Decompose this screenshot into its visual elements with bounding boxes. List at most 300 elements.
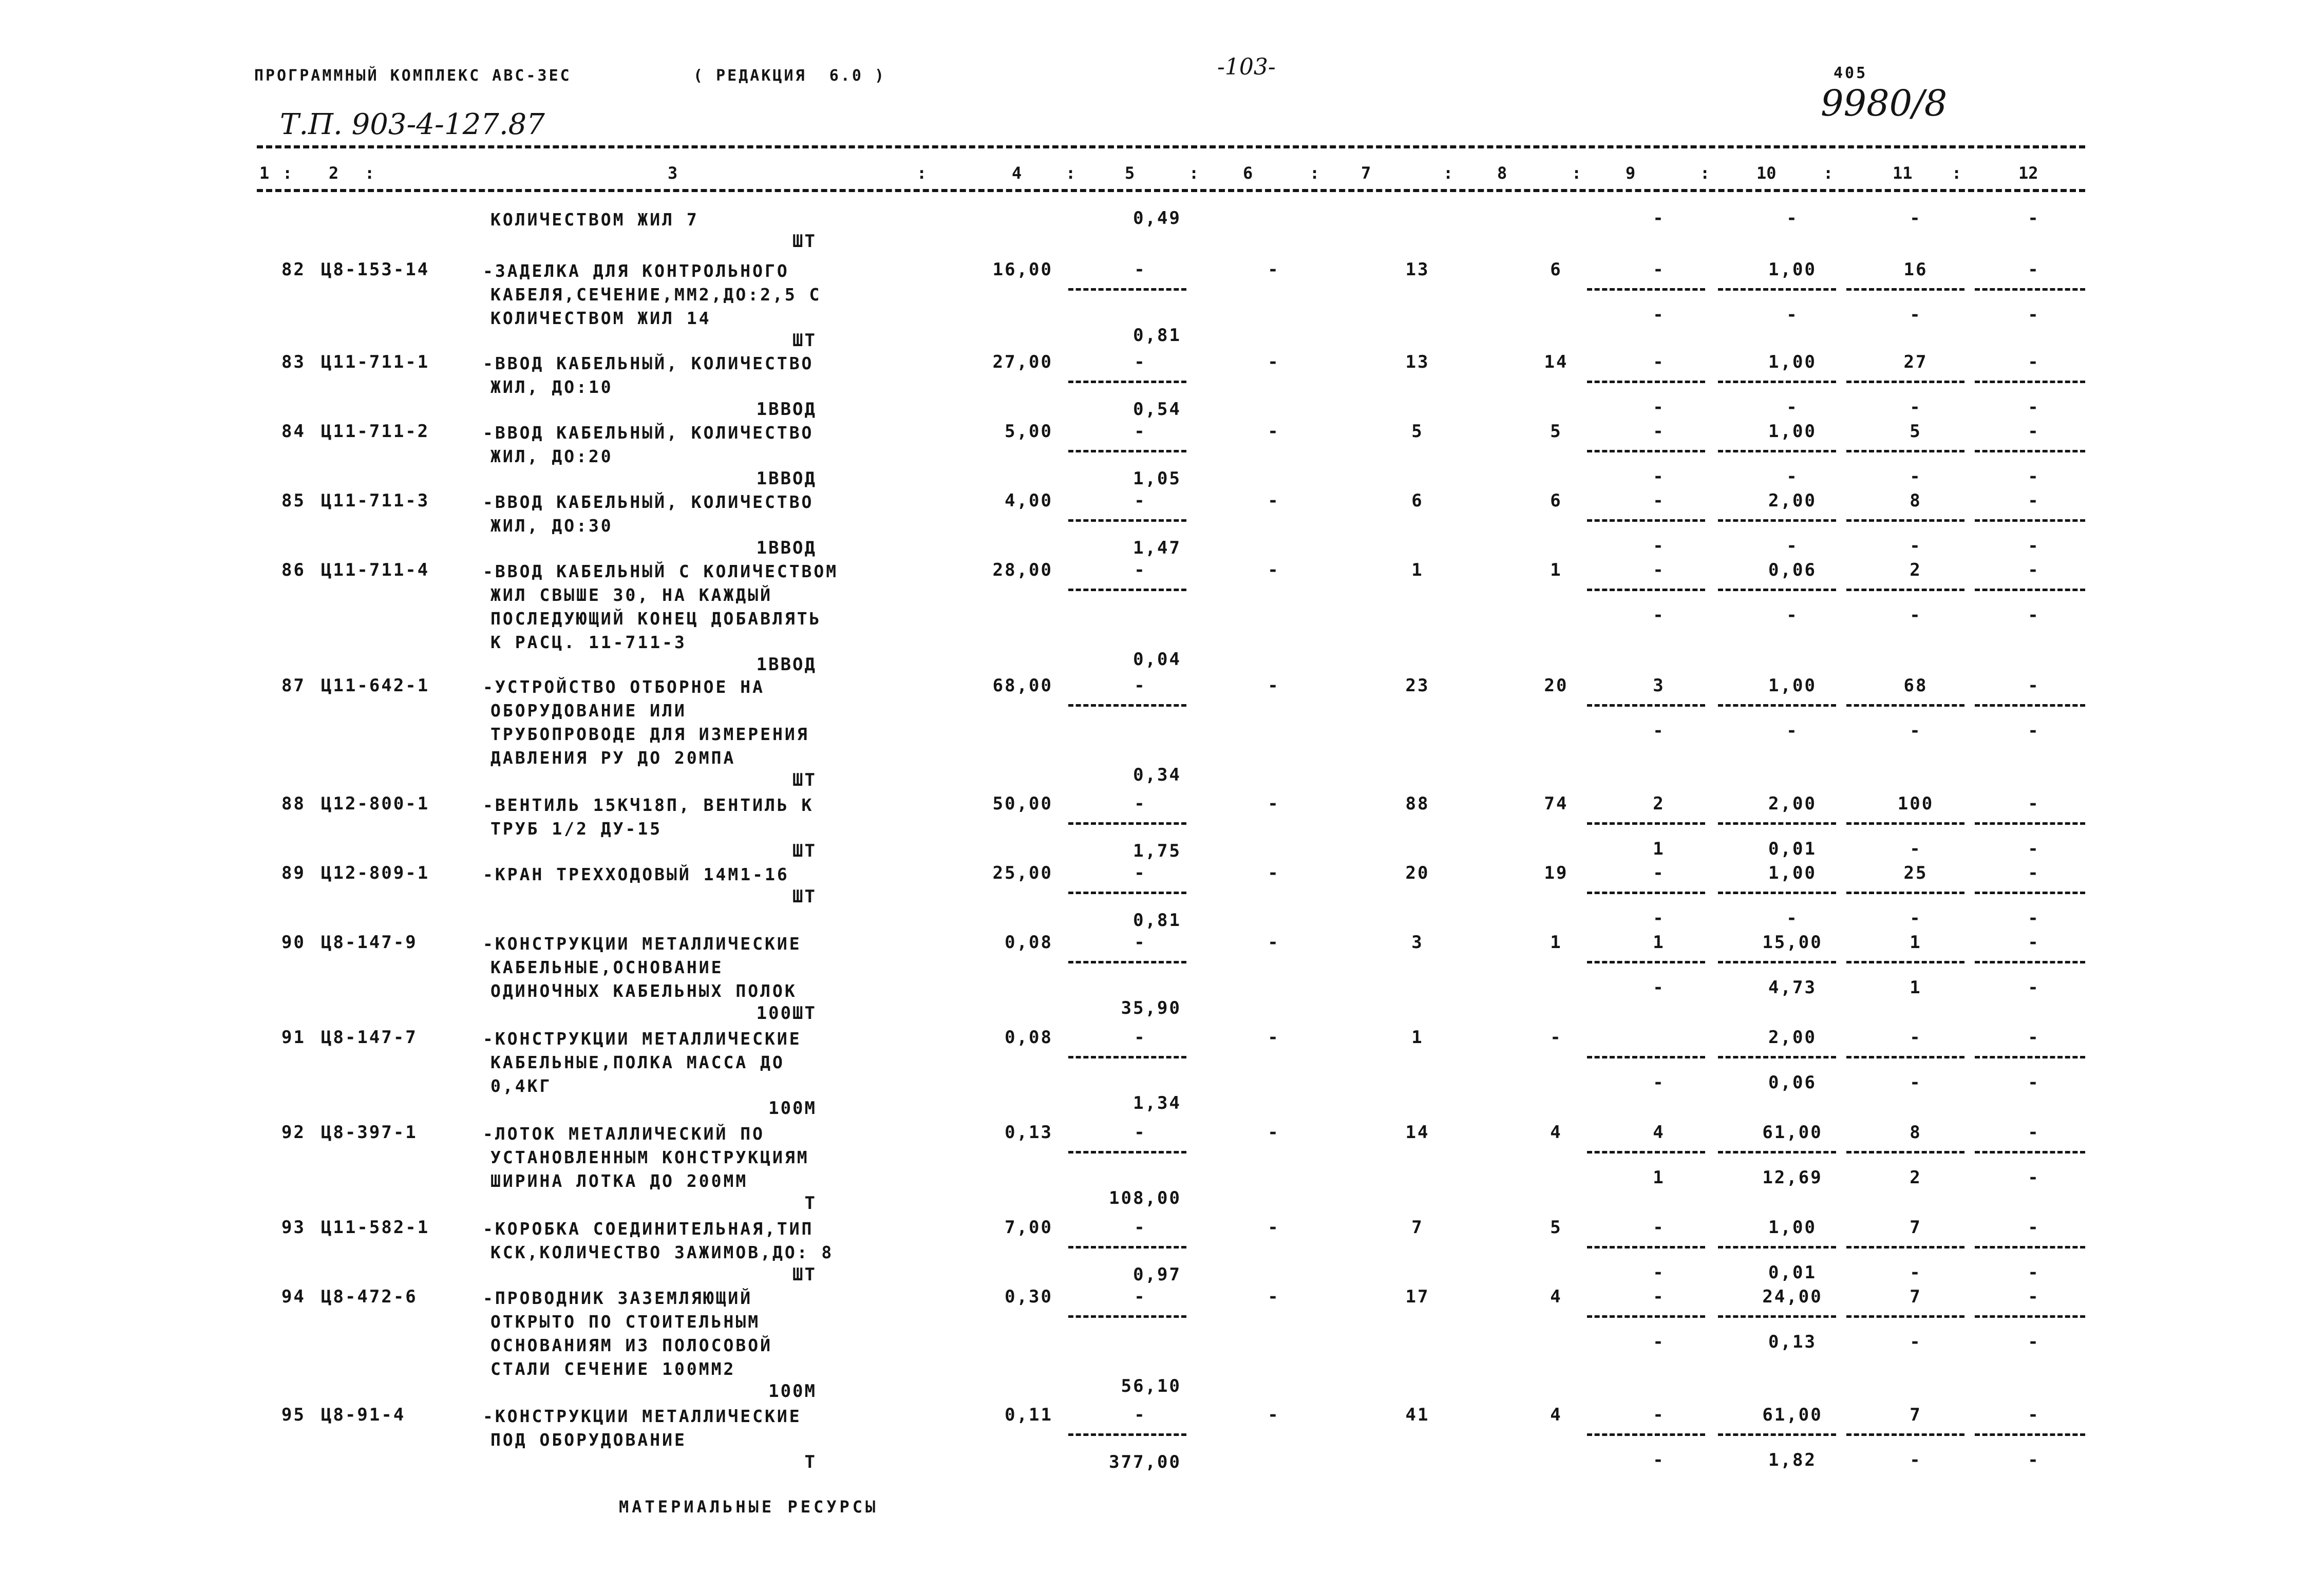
cell-c9-bottom: - — [1653, 1072, 1665, 1093]
cell-c12-divider — [1975, 381, 2085, 383]
row-unit: 1ВВОД — [756, 538, 817, 558]
cell-c5-bottom: 1,75 — [1133, 841, 1181, 861]
column-header-22: 12 — [2018, 163, 2038, 183]
cell-c10-bottom: - — [1786, 305, 1799, 325]
cell-c9-top: 3 — [1653, 675, 1665, 696]
row-number: 88 — [281, 793, 306, 814]
cell-c12-top: - — [2028, 675, 2040, 696]
cell-c10-bottom: - — [1786, 536, 1799, 556]
cell-c12-top: - — [2028, 1287, 2040, 1307]
cell-c10-bottom: - — [1786, 908, 1799, 929]
cell-c10-top: 15,00 — [1762, 932, 1823, 953]
section-footer: МАТЕРИАЛЬНЫЕ РЕСУРСЫ — [619, 1497, 879, 1517]
cell-c9-top: 2 — [1653, 793, 1665, 814]
column-header-6: 4 — [1012, 163, 1022, 183]
row-description-line: КСК,КОЛИЧЕСТВО ЗАЖИМОВ,ДО: 8 — [490, 1242, 834, 1262]
row-code: Ц8-147-9 — [321, 932, 418, 953]
cell-c11-bottom: - — [1910, 839, 1922, 859]
column-header-13: : — [1443, 163, 1453, 183]
cell-c8: 5 — [1550, 1217, 1562, 1238]
column-header-11: : — [1310, 163, 1320, 183]
row-code: Ц8-472-6 — [321, 1287, 418, 1307]
cell-c8: 1 — [1550, 932, 1562, 953]
cell-c9-divider — [1587, 961, 1705, 963]
continuation-c12: - — [2028, 208, 2040, 229]
cell-c11-top: 27 — [1903, 352, 1928, 372]
cell-c7: 41 — [1405, 1405, 1430, 1425]
column-header-18: 10 — [1756, 163, 1777, 183]
cell-c10-divider — [1718, 381, 1836, 383]
cell-c4: 7,00 — [1005, 1217, 1053, 1238]
cell-c8: 5 — [1550, 421, 1562, 442]
cell-c7: 6 — [1411, 490, 1424, 511]
cell-c12-bottom: - — [2028, 839, 2040, 859]
row-description-line: -КОНСТРУКЦИИ МЕТАЛЛИЧЕСКИЕ — [483, 1406, 802, 1426]
row-number: 95 — [281, 1405, 306, 1425]
cell-c10-bottom: 0,06 — [1768, 1072, 1817, 1093]
cell-c11-bottom: - — [1910, 466, 1922, 487]
cell-c10-top: 61,00 — [1762, 1405, 1823, 1425]
cell-c11-bottom: - — [1910, 605, 1922, 626]
cell-c12-divider — [1975, 1056, 2085, 1058]
cell-c12-top: - — [2028, 932, 2040, 953]
cell-c11-divider — [1846, 822, 1964, 825]
cell-c9-top: - — [1653, 1287, 1665, 1307]
row-unit: 100ШТ — [756, 1003, 817, 1024]
row-description-line: КОЛИЧЕСТВОМ ЖИЛ 14 — [490, 308, 711, 328]
cell-c9-bottom: - — [1653, 977, 1665, 998]
row-code: Ц11-711-4 — [321, 560, 430, 580]
cell-c11-top: 2 — [1910, 560, 1922, 580]
cell-c9-top: - — [1653, 259, 1665, 280]
cell-c11-divider — [1846, 1433, 1964, 1436]
cell-c9-bottom: - — [1653, 1450, 1665, 1470]
row-number: 83 — [281, 352, 306, 372]
cell-c12-bottom: - — [2028, 1332, 2040, 1352]
cell-c11-top: 7 — [1910, 1287, 1922, 1307]
cell-c6: - — [1268, 1217, 1280, 1238]
cell-c11-divider — [1846, 1151, 1964, 1153]
row-code: Ц8-147-7 — [321, 1027, 418, 1048]
row-description-line: -ЛОТОК МЕТАЛЛИЧЕСКИЙ ПО — [483, 1124, 765, 1144]
cell-c9-bottom: 1 — [1653, 1167, 1665, 1188]
program-title: ПРОГРАММНЫЙ КОМПЛЕКС АВС-3ЕС — [254, 67, 572, 85]
column-header-7: : — [1066, 163, 1076, 183]
cell-c12-bottom: - — [2028, 1167, 2040, 1188]
cell-c10-divider — [1718, 1246, 1836, 1248]
cell-c8: - — [1550, 1027, 1562, 1048]
row-number: 84 — [281, 421, 306, 442]
cell-c10-top: 0,06 — [1768, 560, 1817, 580]
row-number: 89 — [281, 863, 306, 883]
cell-c11-top: 1 — [1910, 932, 1922, 953]
cell-c5-top: - — [1134, 932, 1146, 953]
cell-c5-bottom: 1,34 — [1133, 1093, 1181, 1113]
cell-c8: 74 — [1544, 793, 1569, 814]
row-unit: 100М — [768, 1381, 817, 1402]
row-description-line: УСТАНОВЛЕННЫМ КОНСТРУКЦИЯМ — [490, 1147, 809, 1167]
cell-c9-top: - — [1653, 352, 1665, 372]
row-description-line: -ВВОД КАБЕЛЬНЫЙ, КОЛИЧЕСТВО — [483, 353, 814, 373]
cell-c6: - — [1268, 421, 1280, 442]
cell-c9-bottom: - — [1653, 1262, 1665, 1283]
row-description-line: ЖИЛ, ДО:20 — [490, 446, 613, 466]
cell-c12-divider — [1975, 704, 2085, 707]
row-unit: ШТ — [792, 1264, 817, 1285]
column-header-5: : — [917, 163, 927, 183]
cell-c12-bottom: - — [2028, 1262, 2040, 1283]
cell-c9-top: 1 — [1653, 932, 1665, 953]
row-code: Ц11-582-1 — [321, 1217, 430, 1238]
row-code: Ц8-91-4 — [321, 1405, 406, 1425]
cell-c10-divider — [1718, 450, 1836, 452]
row-code: Ц11-711-2 — [321, 421, 430, 442]
cell-c5-top: - — [1134, 259, 1146, 280]
row-unit: Т — [804, 1452, 817, 1472]
cell-c7: 20 — [1405, 863, 1430, 883]
cell-c4: 5,00 — [1005, 421, 1053, 442]
cell-c6: - — [1268, 352, 1280, 372]
cell-c9-divider — [1587, 1151, 1705, 1153]
cell-c9-bottom: - — [1653, 908, 1665, 929]
continuation-unit: ШТ — [792, 231, 817, 252]
cell-c10-bottom: - — [1786, 605, 1799, 626]
cell-c11-divider — [1846, 1246, 1964, 1248]
cell-c10-top: 1,00 — [1768, 1217, 1817, 1238]
row-description-line: ШИРИНА ЛОТКА ДО 200ММ — [490, 1171, 748, 1191]
cell-c11-divider — [1846, 1315, 1964, 1318]
cell-c6: - — [1268, 793, 1280, 814]
cell-c11-top: 25 — [1903, 863, 1928, 883]
cell-c11-bottom: - — [1910, 397, 1922, 418]
row-description-line: -ВВОД КАБЕЛЬНЫЙ, КОЛИЧЕСТВО — [483, 423, 814, 443]
cell-c5-top: - — [1134, 1405, 1146, 1425]
cell-c12-divider — [1975, 1433, 2085, 1436]
cell-c6: - — [1268, 932, 1280, 953]
row-description-line: ОСНОВАНИЯМ ИЗ ПОЛОСОВОЙ — [490, 1335, 772, 1355]
cell-c9-divider — [1587, 1315, 1705, 1318]
column-header-12: 7 — [1361, 163, 1371, 183]
row-unit: 1ВВОД — [756, 468, 817, 489]
cell-c6: - — [1268, 863, 1280, 883]
row-description-line: -ЗАДЕЛКА ДЛЯ КОНТРОЛЬНОГО — [483, 261, 789, 281]
cell-c9-top: - — [1653, 490, 1665, 511]
cell-c10-bottom: 0,13 — [1768, 1332, 1817, 1352]
cell-c11-bottom: - — [1910, 1262, 1922, 1283]
cell-c7: 3 — [1411, 932, 1424, 953]
cell-c12-top: - — [2028, 863, 2040, 883]
cell-c5-divider — [1068, 1246, 1186, 1248]
row-number: 93 — [281, 1217, 306, 1238]
cell-c6: - — [1268, 1405, 1280, 1425]
row-unit: ШТ — [792, 330, 817, 351]
cell-c11-divider — [1846, 381, 1964, 383]
cell-c11-top: 5 — [1910, 421, 1922, 442]
cell-c6: - — [1268, 1122, 1280, 1143]
row-description-line: -ВЕНТИЛЬ 15КЧ18П, ВЕНТИЛЬ К — [483, 795, 814, 815]
cell-c5-bottom: 0,97 — [1133, 1264, 1181, 1285]
cell-c10-top: 61,00 — [1762, 1122, 1823, 1143]
cell-c9-bottom: - — [1653, 305, 1665, 325]
cell-c7: 13 — [1405, 259, 1430, 280]
row-code: Ц11-642-1 — [321, 675, 430, 696]
row-description-line: КАБЕЛЬНЫЕ,ПОЛКА МАССА ДО — [490, 1052, 785, 1072]
cell-c12-bottom: - — [2028, 977, 2040, 998]
row-description-line: СТАЛИ СЕЧЕНИЕ 100ММ2 — [490, 1359, 736, 1379]
row-description-line: 0,4КГ — [490, 1076, 552, 1096]
cell-c9-divider — [1587, 1433, 1705, 1436]
row-number: 91 — [281, 1027, 306, 1048]
cell-c8: 6 — [1550, 490, 1562, 511]
cell-c5-top: - — [1134, 1217, 1146, 1238]
cell-c9-divider — [1587, 381, 1705, 383]
cell-c12-divider — [1975, 1151, 2085, 1153]
row-unit: Т — [804, 1193, 817, 1214]
row-description-line: ДАВЛЕНИЯ РУ ДО 20МПА — [490, 748, 736, 768]
row-description-line: -КОНСТРУКЦИИ МЕТАЛЛИЧЕСКИЕ — [483, 934, 802, 954]
cell-c10-divider — [1718, 704, 1836, 707]
edition-label: ( РЕДАКЦИЯ 6.0 ) — [693, 67, 886, 85]
row-code: Ц11-711-1 — [321, 352, 430, 372]
cell-c8: 4 — [1550, 1405, 1562, 1425]
cell-c10-divider — [1718, 1151, 1836, 1153]
row-code: Ц12-800-1 — [321, 793, 430, 814]
cell-c5-divider — [1068, 288, 1186, 291]
cell-c12-top: - — [2028, 1405, 2040, 1425]
cell-c9-divider — [1587, 519, 1705, 522]
cell-c12-bottom: - — [2028, 1072, 2040, 1093]
cell-c5-bottom: 377,00 — [1109, 1452, 1181, 1472]
row-description-line: КАБЕЛЬНЫЕ,ОСНОВАНИЕ — [490, 957, 724, 977]
cell-c10-bottom: 1,82 — [1768, 1450, 1817, 1470]
cell-c11-divider — [1846, 704, 1964, 707]
cell-c9-divider — [1587, 1056, 1705, 1058]
row-description-line: ПОСЛЕДУЮЩИЙ КОНЕЦ ДОБАВЛЯТЬ — [490, 609, 822, 629]
cell-c11-bottom: - — [1910, 1332, 1922, 1352]
cell-c5-divider — [1068, 1315, 1186, 1318]
cell-c10-bottom: - — [1786, 466, 1799, 487]
cell-c9-top: - — [1653, 560, 1665, 580]
cell-c10-bottom: 0,01 — [1768, 1262, 1817, 1283]
cell-c5-bottom: 35,90 — [1121, 998, 1181, 1018]
row-number: 82 — [281, 259, 306, 280]
cell-c11-bottom: - — [1910, 536, 1922, 556]
cell-c10-bottom: - — [1786, 397, 1799, 418]
cell-c5-bottom: 0,04 — [1133, 649, 1181, 670]
cell-c12-top: - — [2028, 1217, 2040, 1238]
cell-c12-bottom: - — [2028, 466, 2040, 487]
cell-c12-divider — [1975, 892, 2085, 894]
column-header-4: 3 — [668, 163, 678, 183]
cell-c4: 50,00 — [992, 793, 1053, 814]
cell-c4: 0,11 — [1005, 1405, 1053, 1425]
row-code: Ц11-711-3 — [321, 490, 430, 511]
cell-c12-top: - — [2028, 1027, 2040, 1048]
row-description-line: ЖИЛ СВЫШЕ 30, НА КАЖДЫЙ — [490, 585, 772, 605]
cell-c5-divider — [1068, 589, 1186, 591]
cell-c12-top: - — [2028, 352, 2040, 372]
column-header-2: 2 — [329, 163, 339, 183]
cell-c10-divider — [1718, 288, 1836, 291]
cell-c11-divider — [1846, 1056, 1964, 1058]
cell-c7: 5 — [1411, 421, 1424, 442]
cell-c9-bottom: 1 — [1653, 839, 1665, 859]
row-unit: ШТ — [792, 770, 817, 790]
cell-c11-bottom: - — [1910, 1072, 1922, 1093]
cell-c8: 4 — [1550, 1122, 1562, 1143]
cell-c11-divider — [1846, 450, 1964, 452]
cell-c6: - — [1268, 259, 1280, 280]
cell-c12-top: - — [2028, 793, 2040, 814]
column-header-15: : — [1572, 163, 1582, 183]
row-code: Ц8-153-14 — [321, 259, 430, 280]
row-number: 90 — [281, 932, 306, 953]
cell-c5-divider — [1068, 1151, 1186, 1153]
cell-c10-top: 1,00 — [1768, 259, 1817, 280]
continuation-c5: 0,49 — [1133, 208, 1181, 229]
row-description-line: -КРАН ТРЕХХОДОВЫЙ 14М1-16 — [483, 864, 789, 884]
cell-c11-divider — [1846, 519, 1964, 522]
row-description-line: -ВВОД КАБЕЛЬНЫЙ, КОЛИЧЕСТВО — [483, 492, 814, 512]
cell-c5-bottom: 56,10 — [1121, 1376, 1181, 1396]
column-header-8: 5 — [1125, 163, 1135, 183]
cell-c5-top: - — [1134, 1122, 1146, 1143]
column-header-16: 9 — [1626, 163, 1636, 183]
cell-c7: 7 — [1411, 1217, 1424, 1238]
cell-c10-top: 1,00 — [1768, 421, 1817, 442]
row-description-line: -ВВОД КАБЕЛЬНЫЙ С КОЛИЧЕСТВОМ — [483, 561, 839, 581]
cell-c5-divider — [1068, 519, 1186, 522]
cell-c12-bottom: - — [2028, 605, 2040, 626]
cell-c12-divider — [1975, 1315, 2085, 1318]
cell-c12-divider — [1975, 589, 2085, 591]
cell-c5-bottom: 1,05 — [1133, 468, 1181, 489]
cell-c6: - — [1268, 490, 1280, 511]
cell-c5-divider — [1068, 381, 1186, 383]
row-description-line: К РАСЦ. 11-711-3 — [490, 632, 687, 652]
cell-c5-bottom: 0,54 — [1133, 399, 1181, 420]
cell-c11-bottom: 1 — [1910, 977, 1922, 998]
column-header-19: : — [1823, 163, 1834, 183]
cell-c4: 27,00 — [992, 352, 1053, 372]
column-header-21: : — [1952, 163, 1962, 183]
cell-c10-divider — [1718, 589, 1836, 591]
cell-c5-top: - — [1134, 560, 1146, 580]
cell-c12-top: - — [2028, 490, 2040, 511]
cell-c12-bottom: - — [2028, 721, 2040, 741]
cell-c5-top: - — [1134, 490, 1146, 511]
row-number: 85 — [281, 490, 306, 511]
tp-number: Т.П. 903-4-127.87 — [280, 108, 545, 141]
cell-c9-top: 4 — [1653, 1122, 1665, 1143]
cell-c10-divider — [1718, 1315, 1836, 1318]
cell-c11-divider — [1846, 961, 1964, 963]
row-description-line: ОТКРЫТО ПО СТОИТЕЛЬНЫМ — [490, 1312, 761, 1332]
cell-c10-top: 2,00 — [1768, 1027, 1817, 1048]
cell-c4: 0,08 — [1005, 1027, 1053, 1048]
cell-c5-top: - — [1134, 863, 1146, 883]
cell-c12-divider — [1975, 288, 2085, 291]
cell-c6: - — [1268, 675, 1280, 696]
row-description-line: ПОД ОБОРУДОВАНИЕ — [490, 1430, 687, 1450]
cell-c11-top: 8 — [1910, 490, 1922, 511]
row-unit: 1ВВОД — [756, 654, 817, 675]
cell-c11-bottom: - — [1910, 1450, 1922, 1470]
cell-c9-divider — [1587, 822, 1705, 825]
cell-c7: 1 — [1411, 560, 1424, 580]
continuation-c10: - — [1786, 208, 1799, 229]
cell-c12-top: - — [2028, 421, 2040, 442]
cell-c10-divider — [1718, 822, 1836, 825]
cell-c5-bottom: 0,81 — [1133, 910, 1181, 931]
cell-c11-bottom: - — [1910, 721, 1922, 741]
header-rule-top — [257, 145, 2085, 148]
cell-c8: 6 — [1550, 259, 1562, 280]
cell-c9-divider — [1587, 704, 1705, 707]
cell-c9-divider — [1587, 1246, 1705, 1248]
cell-c5-top: - — [1134, 352, 1146, 372]
cell-c12-top: - — [2028, 560, 2040, 580]
cell-c10-top: 1,00 — [1768, 863, 1817, 883]
cell-c9-top: - — [1653, 421, 1665, 442]
cell-c7: 17 — [1405, 1287, 1430, 1307]
cell-c11-divider — [1846, 288, 1964, 291]
cell-c12-bottom: - — [2028, 397, 2040, 418]
row-description-line: ТРУБОПРОВОДЕ ДЛЯ ИЗМЕРЕНИЯ — [490, 724, 809, 744]
cell-c9-top: - — [1653, 863, 1665, 883]
cell-c9-bottom: - — [1653, 466, 1665, 487]
cell-c5-bottom: 108,00 — [1109, 1188, 1181, 1208]
cell-c9-bottom: - — [1653, 1332, 1665, 1352]
cell-c8: 14 — [1544, 352, 1569, 372]
cell-c8: 20 — [1544, 675, 1569, 696]
row-description-line: ОБОРУДОВАНИЕ ИЛИ — [490, 701, 687, 721]
page-number: -103- — [1217, 54, 1276, 80]
cell-c8: 1 — [1550, 560, 1562, 580]
cell-c12-top: - — [2028, 1122, 2040, 1143]
cell-c12-divider — [1975, 961, 2085, 963]
cell-c10-bottom: 12,69 — [1762, 1167, 1823, 1188]
cell-c12-top: - — [2028, 259, 2040, 280]
cell-c4: 0,08 — [1005, 932, 1053, 953]
cell-c12-divider — [1975, 519, 2085, 522]
column-header-9: : — [1189, 163, 1199, 183]
continuation-text: КОЛИЧЕСТВОМ ЖИЛ 7 — [490, 210, 699, 230]
row-unit: ШТ — [792, 886, 817, 907]
cell-c8: 4 — [1550, 1287, 1562, 1307]
cell-c10-divider — [1718, 892, 1836, 894]
row-description-line: ОДИНОЧНЫХ КАБЕЛЬНЫХ ПОЛОК — [490, 981, 797, 1001]
cell-c7: 13 — [1405, 352, 1430, 372]
cell-c12-bottom: - — [2028, 1450, 2040, 1470]
cell-c8: 19 — [1544, 863, 1569, 883]
cell-c9-top: - — [1653, 1405, 1665, 1425]
cell-c10-bottom: 0,01 — [1768, 839, 1817, 859]
cell-c9-top: - — [1653, 1217, 1665, 1238]
cell-c5-top: - — [1134, 793, 1146, 814]
cell-c9-divider — [1587, 288, 1705, 291]
cell-c12-bottom: - — [2028, 536, 2040, 556]
cell-c9-bottom: - — [1653, 536, 1665, 556]
cell-c12-divider — [1975, 450, 2085, 452]
cell-c7: 1 — [1411, 1027, 1424, 1048]
cell-c11-top: 7 — [1910, 1405, 1922, 1425]
cell-c10-top: 1,00 — [1768, 675, 1817, 696]
cell-c11-bottom: - — [1910, 305, 1922, 325]
cell-c4: 25,00 — [992, 863, 1053, 883]
row-description-line: -УСТРОЙСТВО ОТБОРНОЕ НА — [483, 677, 765, 697]
cell-c4: 68,00 — [992, 675, 1053, 696]
